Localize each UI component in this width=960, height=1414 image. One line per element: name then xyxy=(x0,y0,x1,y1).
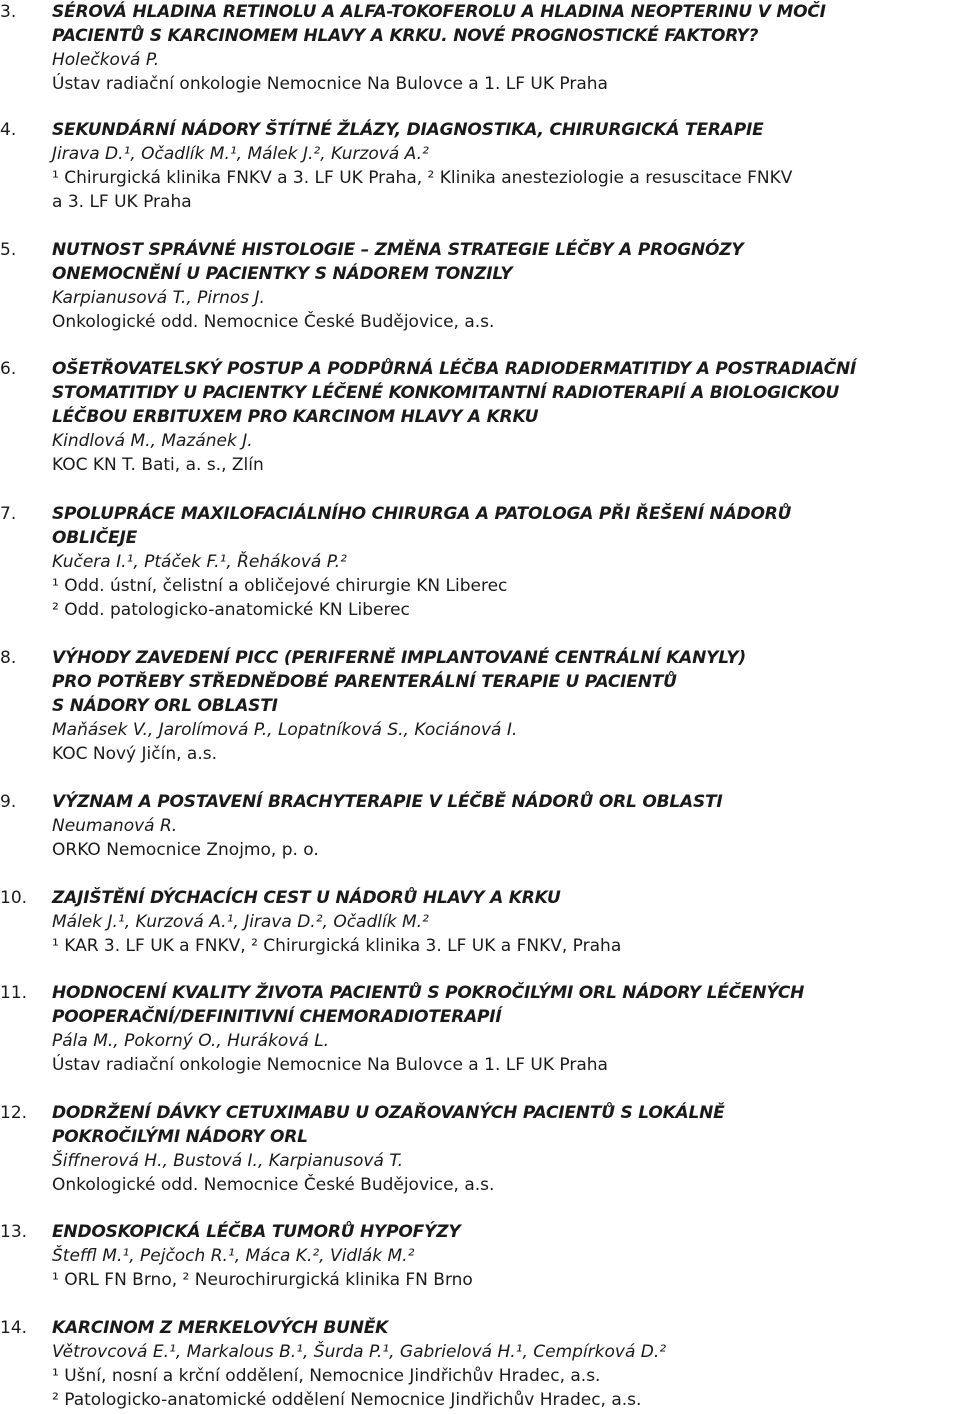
entry-number: 10. xyxy=(0,888,28,908)
entry-number: 5. xyxy=(0,240,17,260)
entry-title: SPOLUPRÁCE MAXILOFACIÁLNÍHO CHIRURGA A PATOLOGA PŘI ŘEŠENÍ NÁDORŮ OBLIČEJE xyxy=(52,504,792,548)
entry-affiliation: ¹ Chirurgická klinika FNKV a 3. LF UK Praha, ² Klinika anesteziologie a resuscitace FNKV a 3. LF UK Praha xyxy=(52,168,793,212)
entry-number: 13. xyxy=(0,1222,28,1242)
entry-authors: Šteffl M.¹, Pejčoch R.¹, Máca K.², Vidlák M.² xyxy=(52,1246,415,1266)
entry-title: DODRŽENÍ DÁVKY CETUXIMABU U OZAŘOVANÝCH PACIENTŮ S LOKÁLNĚ POKROČILÝMI NÁDORY ORL xyxy=(52,1103,725,1147)
entry-title: NUTNOST SPRÁVNÉ HISTOLOGIE – ZMĚNA STRATEGIE LÉČBY A PROGNÓZY ONEMOCNĚNÍ U PACIENTKY S NÁDOREM TONZILY xyxy=(52,240,744,284)
entry-affiliation: Onkologické odd. Nemocnice České Budějovice, a.s. xyxy=(52,312,495,332)
entry-title: OŠETŘOVATELSKÝ POSTUP A PODPŮRNÁ LÉČBA RADIODERMATITIDY A POSTRADIAČNÍ STOMATITIDY U PACIENTKY LÉČENÉ KONKOMITANTNÍ RADIOTERAPIÍ A BIOLOGICKOU LÉČBOU ERBITUXEM PRO KARCINOM HLAVY A KRKU xyxy=(52,359,857,427)
entry-number: 14. xyxy=(0,1318,28,1338)
entry-title: HODNOCENÍ KVALITY ŽIVOTA PACIENTŮ S POKROČILÝMI ORL NÁDORY LÉČENÝCH POOPERAČNÍ/DEFINITIVNÍ CHEMORADIOTERAPIÍ xyxy=(52,983,805,1027)
entry-authors: Holečková P. xyxy=(52,50,160,70)
entry-authors: Maňásek V., Jarolímová P., Lopatníková S., Kociánová I. xyxy=(52,720,518,740)
entry-number: 3. xyxy=(0,2,17,22)
entry-affiliation: Onkologické odd. Nemocnice České Budějovice, a.s. xyxy=(52,1175,495,1195)
entry-authors: Jirava D.¹, Očadlík M.¹, Málek J.², Kurzová A.² xyxy=(52,144,429,164)
entry-affiliation: Ústav radiační onkologie Nemocnice Na Bulovce a 1. LF UK Praha xyxy=(52,1055,608,1075)
entry-authors: Pála M., Pokorný O., Huráková L. xyxy=(52,1031,330,1051)
entry-number: 11. xyxy=(0,983,28,1003)
entry-affiliation: ¹ ORL FN Brno, ² Neurochirurgická klinika FN Brno xyxy=(52,1270,473,1290)
entry-number: 4. xyxy=(0,120,17,140)
entry-number: 12. xyxy=(0,1103,28,1123)
entry-title: ENDOSKOPICKÁ LÉČBA TUMORŮ HYPOFÝZY xyxy=(52,1222,461,1242)
entry-title: KARCINOM Z MERKELOVÝCH BUNĚK xyxy=(52,1318,389,1338)
entry-authors: Málek J.¹, Kurzová A.¹, Jirava D.², Očadlík M.² xyxy=(52,912,429,932)
entry-authors: Větrovcová E.¹, Markalous B.¹, Šurda P.¹, Gabrielová H.¹, Cempírková D.² xyxy=(52,1342,667,1362)
entry-affiliation: KOC Nový Jičín, a.s. xyxy=(52,744,217,764)
entry-title: SÉROVÁ HLADINA RETINOLU A ALFA-TOKOFEROLU A HLADINA NEOPTERINU V MOČI PACIENTŮ S KARCINOMEM HLAVY A KRKU. NOVÉ PROGNOSTICKÉ FAKTORY? xyxy=(52,2,826,46)
entry-number: 9. xyxy=(0,792,17,812)
entry-authors: Kindlová M., Mazánek J. xyxy=(52,431,253,451)
entry-number: 7. xyxy=(0,504,17,524)
entry-affiliation: ¹ Ušní, nosní a krční oddělení, Nemocnice Jindřichův Hradec, a.s. ² Patologicko-anatomické oddělení Nemocnice Jindřichův Hradec, a.s. xyxy=(52,1366,642,1410)
entry-affiliation: ¹ KAR 3. LF UK a FNKV, ² Chirurgická klinika 3. LF UK a FNKV, Praha xyxy=(52,936,622,956)
entry-title: SEKUNDÁRNÍ NÁDORY ŠTÍTNÉ ŽLÁZY, DIAGNOSTIKA, CHIRURGICKÁ TERAPIE xyxy=(52,120,764,140)
entry-authors: Karpianusová T., Pirnos J. xyxy=(52,288,265,308)
entry-number: 6. xyxy=(0,359,17,379)
entry-title: VÝZNAM A POSTAVENÍ BRACHYTERAPIE V LÉČBĚ NÁDORŮ ORL OBLASTI xyxy=(52,792,723,812)
entry-authors: Šiffnerová H., Bustová I., Karpianusová T. xyxy=(52,1151,404,1171)
entry-number: 8. xyxy=(0,648,17,668)
entry-affiliation: KOC KN T. Bati, a. s., Zlín xyxy=(52,455,264,475)
entry-authors: Neumanová R. xyxy=(52,816,178,836)
entry-authors: Kučera I.¹, Ptáček F.¹, Řeháková P.² xyxy=(52,552,347,572)
entry-title: VÝHODY ZAVEDENÍ PICC (PERIFERNĚ IMPLANTOVANÉ CENTRÁLNÍ KANYLY) PRO POTŘEBY STŘEDNĚDOBÉ PARENTERÁLNÍ TERAPIE U PACIENTŮ S NÁDORY ORL OBLASTI xyxy=(52,648,746,716)
entry-affiliation: ORKO Nemocnice Znojmo, p. o. xyxy=(52,840,319,860)
entry-affiliation: ¹ Odd. ústní, čelistní a obličejové chirurgie KN Liberec ² Odd. patologicko-anatomické KN Liberec xyxy=(52,576,508,620)
entry-title: ZAJIŠTĚNÍ DÝCHACÍCH CEST U NÁDORŮ HLAVY A KRKU xyxy=(52,888,561,908)
entry-affiliation: Ústav radiační onkologie Nemocnice Na Bulovce a 1. LF UK Praha xyxy=(52,74,608,94)
